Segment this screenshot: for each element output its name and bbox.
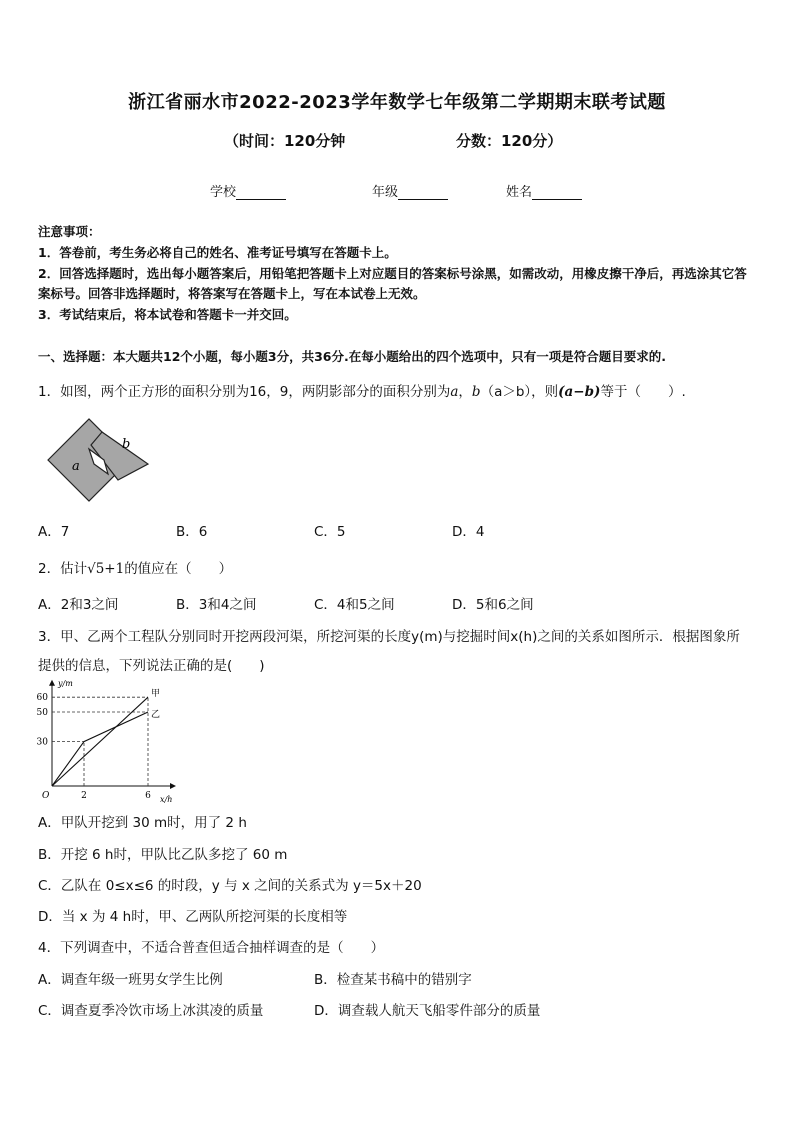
question-1-figure bbox=[44, 418, 154, 502]
notice-item-1: 1．答卷前，考生务必将自己的姓名、准考证号填写在答题卡上。 bbox=[38, 245, 397, 260]
x-tick-label: 6 bbox=[145, 791, 151, 801]
figure-label-a: a bbox=[72, 459, 80, 474]
question-1-stem: 1．如图，两个正方形的面积分别为16，9，两阴影部分的面积分别为a，b（a＞b），则(a−b)等于（ ）. bbox=[38, 384, 686, 400]
exam-title: 浙江省丽水市2022-2023学年数学七年级第二学期期末联考试题 bbox=[128, 92, 666, 113]
q3-option-d[interactable]: D．当 x 为 4 h时，甲、乙两队所挖河渠的长度相等 bbox=[38, 909, 348, 925]
origin-label: O bbox=[42, 791, 50, 801]
notice-item-2: 2．回答选择题时，选出每小题答案后，用铅笔把答题卡上对应题目的答案标号涂黑，如需改动，用橡皮擦干净后，再选涂其它答案标号。回答非选择题时，将答案写在答题卡上，写在本试卷上无效。 bbox=[38, 266, 747, 301]
q3-option-c[interactable]: C．乙队在 0≤x≤6 的时段，y 与 x 之间的关系式为 y＝5x＋20 bbox=[38, 878, 422, 894]
q1-option-b[interactable]: B．6 bbox=[176, 524, 208, 540]
grade-field[interactable]: 年级 bbox=[372, 181, 448, 200]
school-field[interactable]: 学校 bbox=[210, 181, 286, 200]
y-axis-arrow bbox=[49, 680, 55, 686]
name-field[interactable]: 姓名 bbox=[506, 181, 582, 200]
q4-option-a[interactable]: A．调查年级一班男女学生比例 bbox=[38, 972, 223, 988]
q3-option-b[interactable]: B．开挖 6 h时，甲队比乙队多挖了 60 m bbox=[38, 847, 288, 863]
q3-option-a[interactable]: A．甲队开挖到 30 m时，用了 2 h bbox=[38, 815, 247, 831]
q1-option-d[interactable]: D．4 bbox=[452, 524, 485, 540]
series-yi-line bbox=[52, 712, 148, 786]
question-4-stem: 4．下列调查中，不适合普查但适合抽样调查的是（ ） bbox=[38, 940, 385, 956]
notice-item-3: 3．考试结束后，将本试卷和答题卡一并交回。 bbox=[38, 307, 297, 322]
y-axis-label: y/m bbox=[58, 678, 73, 688]
series-jia-label: 甲 bbox=[151, 689, 161, 700]
y-tick-label: 50 bbox=[36, 708, 48, 718]
question-3-chart bbox=[32, 678, 182, 806]
series-jia-line bbox=[52, 697, 148, 786]
q1-option-a[interactable]: A．7 bbox=[38, 524, 70, 540]
y-tick-label: 60 bbox=[36, 693, 48, 704]
q2-option-c[interactable]: C．4和5之间 bbox=[314, 597, 395, 613]
q4-option-d[interactable]: D．调查载人航天飞船零件部分的质量 bbox=[314, 1003, 541, 1019]
x-tick-label: 2 bbox=[81, 791, 87, 801]
question-3-line-1: 3．甲、乙两个工程队分别同时开挖两段河渠，所挖河渠的长度y(m)与挖掘时间x(h)之间的关系如图所示．根据图象所 bbox=[38, 629, 740, 645]
q1-option-c[interactable]: C．5 bbox=[314, 524, 346, 540]
time-limit: （时间：120分钟 bbox=[224, 132, 346, 150]
q2-option-b[interactable]: B．3和4之间 bbox=[176, 597, 257, 613]
x-axis-label: x/h bbox=[160, 795, 173, 804]
y-tick-label: 30 bbox=[36, 737, 48, 748]
x-axis-arrow bbox=[170, 783, 176, 789]
q2-option-a[interactable]: A．2和3之间 bbox=[38, 597, 119, 613]
q4-option-c[interactable]: C．调查夏季冷饮市场上冰淇凌的质量 bbox=[38, 1003, 264, 1019]
section-heading: 一、选择题：本大题共12个小题，每小题3分，共36分.在每小题给出的四个选项中，只有一项是符合题目要求的. bbox=[38, 349, 666, 364]
q4-option-b[interactable]: B．检查某书稿中的错别字 bbox=[314, 972, 472, 988]
q2-option-d[interactable]: D．5和6之间 bbox=[452, 597, 534, 613]
question-2-stem: 2．估计√5+1的值应在（ ） bbox=[38, 561, 233, 577]
chart-layer bbox=[37, 679, 176, 804]
total-score: 分数：120分） bbox=[456, 132, 563, 150]
notice-heading: 注意事项： bbox=[38, 224, 101, 239]
figure-label-b: b bbox=[122, 437, 131, 452]
series-yi-label: 乙 bbox=[151, 710, 161, 720]
question-3-line-2: 提供的信息，下列说法正确的是( ) bbox=[38, 658, 265, 674]
